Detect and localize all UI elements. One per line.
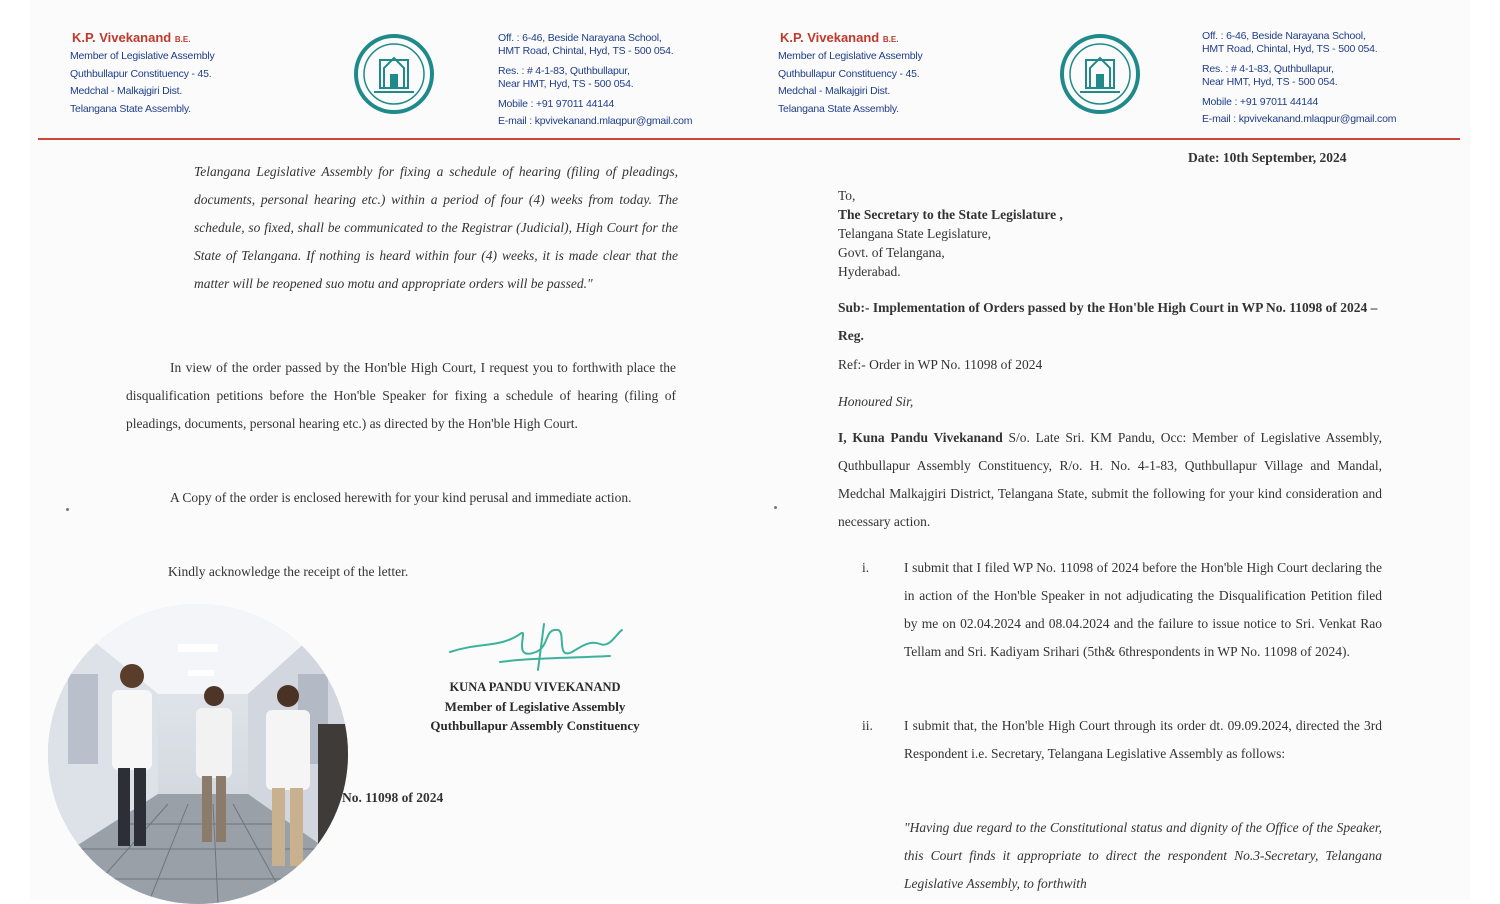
intro-text: S/o. Late Sri. KM Pandu, Occ: Member of Legislative Assembly, Quthbullapur Assembly Constituency, R/o. H. No. 4-1-83, Quthbullapur Village and Mandal, Medchal Malkajgiri District, Telangana State, submit the following for your kind consideration and necessary action. <box>838 430 1382 529</box>
signatory-name: KUNA PANDU VIVEKANAND <box>449 680 621 694</box>
signatory-title: Member of Legislative Assembly <box>444 699 626 714</box>
right-header-office-line2: HMT Road, Chintal, Hyd, TS - 500 054. <box>1202 43 1378 55</box>
signatory-constituency: Quthbullapur Assembly Constituency <box>430 718 640 733</box>
right-header-line: Telangana State Assembly. <box>778 102 899 115</box>
item-number: i. <box>862 560 870 575</box>
reference-line: Ref:- Order in WP No. 11098 of 2024 <box>838 357 1043 372</box>
left-header-address <box>498 30 692 130</box>
right-header-residence-line2: Near HMT, Hyd, TS - 500 054. <box>1202 76 1338 88</box>
subject-line <box>838 294 1382 350</box>
to-label: To, <box>838 188 856 203</box>
right-header-mobile: Mobile : +91 97011 44144 <box>1202 96 1319 108</box>
telangana-emblem-icon <box>354 34 434 114</box>
left-header-degree: B.E. <box>174 35 191 44</box>
right-header-residence: Res. : # 4-1-83, Quthbullapur, <box>1202 63 1334 75</box>
intro-name: I, Kuna Pandu Vivekanand <box>838 430 1003 445</box>
left-header-line: Member of Legislative Assembly <box>70 50 215 62</box>
subject-text: Implementation of Orders passed by the Hon'ble High Court in WP No. 11098 of 2024 – Reg. <box>838 300 1378 343</box>
left-header-line: Quthbullapur Constituency - 45. <box>70 67 212 80</box>
right-header-line: Medchal - Malkajgiri Dist. <box>778 85 891 97</box>
right-header-address <box>1202 28 1396 128</box>
header-divider-line <box>38 138 1460 140</box>
left-quote-paragraph: Telangana Legislative Assembly for fixing a schedule of hearing (filing of pleadings, documents, personal hearing etc.) within a period of four (4) weeks from today. The schedule, so fixed, shall be communicated to the Registrar (Judicial), High Court for the State of Telangana. If nothing is heard within four (4) weeks, it is made clear that the matter will be reopened suo motu and appropriate orders will be passed." <box>194 164 678 291</box>
salutation: Honoured Sir, <box>838 394 914 409</box>
court-order-quote: "Having due regard to the Constitutional status and dignity of the Office of the Speaker, this Court finds it appropriate to direct the respondent No.3-Secretary, Telangana Legislative Assembly, to forthwith <box>904 820 1382 891</box>
left-request-paragraph: In view of the order passed by the Hon'ble High Court, I request you to forthwith place the disqualification petitions before the Hon'ble Speaker for fixing a schedule of hearing (filing of pleadings, documents, personal hearing etc.) as directed by the Hon'ble High Court. <box>126 360 676 431</box>
right-header-name-text: K.P. Vivekanand <box>780 30 880 45</box>
right-header-details <box>778 48 923 118</box>
addressee-line: Hyderabad. <box>838 264 901 279</box>
left-header-details <box>70 48 215 118</box>
left-header-mobile: Mobile : +91 97011 44144 <box>498 98 615 110</box>
scan-speck <box>774 506 777 509</box>
intro-paragraph <box>838 424 1382 536</box>
right-header-line: Member of Legislative Assembly <box>778 50 923 62</box>
subject-prefix: Sub:- <box>838 300 870 315</box>
right-header-degree: B.E. <box>882 35 899 44</box>
left-header-email: E-mail : kpvivekanand.mlaqpur@gmail.com <box>498 115 693 127</box>
right-header-name <box>780 30 898 45</box>
item-one-paragraph: I submit that I filed WP No. 11098 of 2024 before the Hon'ble High Court declaring the in action of the Hon'ble Speaker in not adjudicating the Disqualification Petition filed by me on 02.04.2024 and 08.04.2024 and the failure to issue notice to Sri. Venkat Rao Tellam and Sri. Kadiyam Srihari (5th& 6threspondents in WP No. 11098 of 2024). <box>904 560 1382 659</box>
corridor-photo-image <box>48 604 348 904</box>
left-header-office: Off. : 6-46, Beside Narayana School, <box>498 32 662 44</box>
left-header-line: Telangana State Assembly. <box>70 102 191 115</box>
right-header-line: Quthbullapur Constituency - 45. <box>778 67 920 80</box>
left-acknowledge-text: Kindly acknowledge the receipt of the letter. <box>168 564 409 579</box>
photo-inset <box>48 604 348 904</box>
item-two-paragraph: I submit that, the Hon'ble High Court through its order dt. 09.09.2024, directed the 3rd Respondent i.e. Secretary, Telangana Legislative Assembly as follows: <box>904 718 1382 761</box>
signature-icon <box>440 612 640 674</box>
scan-speck <box>66 508 69 511</box>
addressee-line: Govt. of Telangana, <box>838 245 945 260</box>
left-header-line: Medchal - Malkajgiri Dist. <box>70 85 183 97</box>
left-header-residence: Res. : # 4-1-83, Quthbullapur, <box>498 65 630 77</box>
item-number: ii. <box>862 718 873 733</box>
left-header-name-text: K.P. Vivekanand <box>72 30 172 45</box>
left-header-office-line2: HMT Road, Chintal, Hyd, TS - 500 054. <box>498 45 674 57</box>
left-enclosure-paragraph: A Copy of the order is enclosed herewith for your kind perusal and immediate action. <box>170 490 632 505</box>
addressee-title: The Secretary to the State Legislature , <box>838 207 1063 222</box>
letter-date-text: Date: 10th September, 2024 <box>1188 150 1347 165</box>
right-header-email: E-mail : kpvivekanand.mlaqpur@gmail.com <box>1202 113 1397 125</box>
signature-block <box>400 678 670 735</box>
left-header-name <box>72 30 190 45</box>
telangana-emblem-icon <box>1060 34 1140 114</box>
addressee-line: Telangana State Legislature, <box>838 226 992 241</box>
right-header-office: Off. : 6-46, Beside Narayana School, <box>1202 30 1366 42</box>
left-header-residence-line2: Near HMT, Hyd, TS - 500 054. <box>498 78 634 90</box>
letter-date <box>1188 150 1346 166</box>
left-wp-reference: No. 11098 of 2024 <box>342 790 444 805</box>
